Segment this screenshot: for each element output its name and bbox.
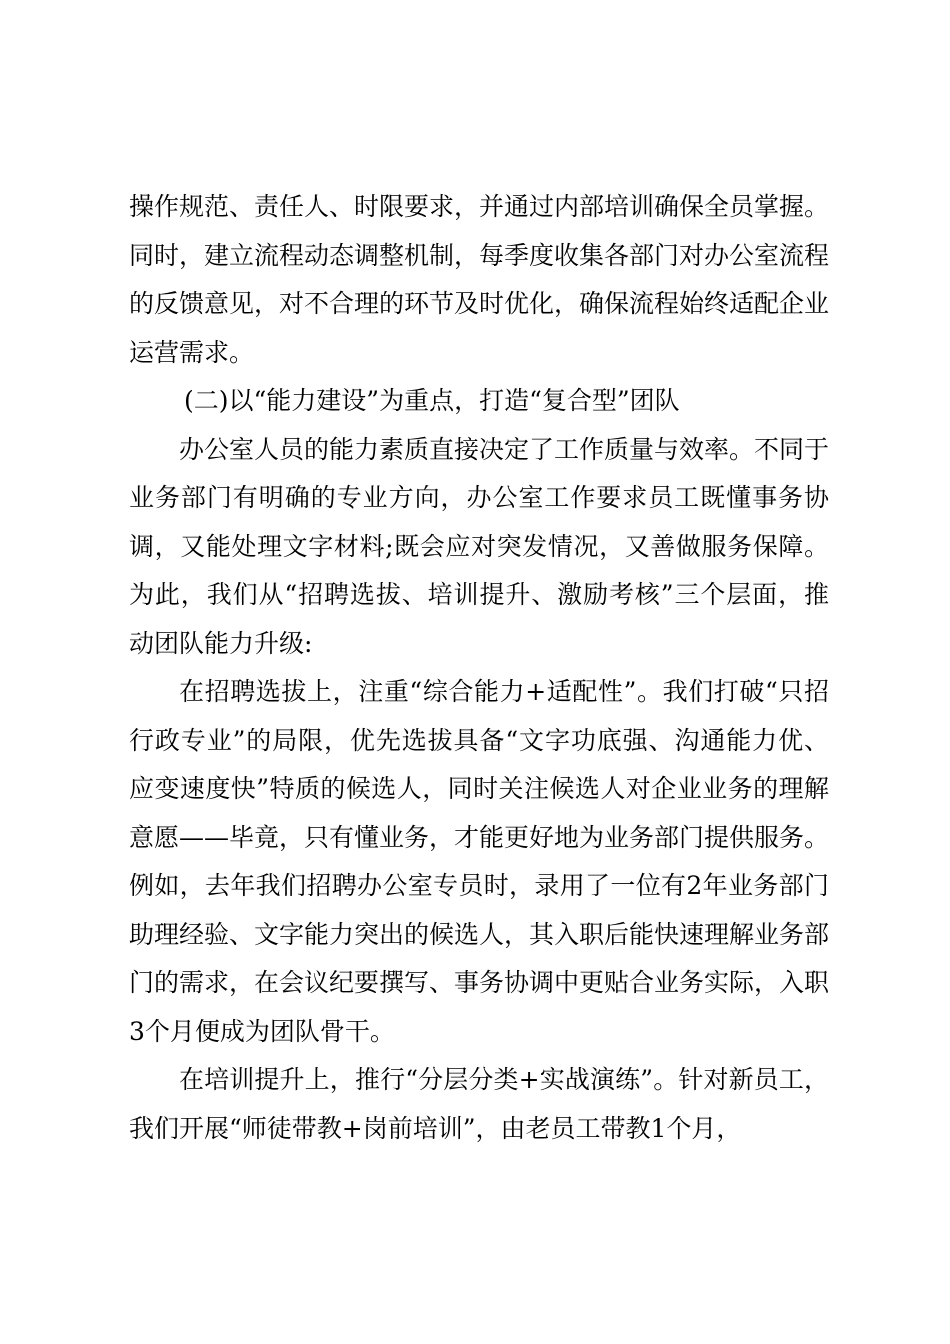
document-body bbox=[129, 183, 829, 1153]
paragraph-team-intro: 办公室人员的能力素质直接决定了工作质量与效率。不同于业务部门有明确的专业方向，办公室工作要求员工既懂事务协调，又能处理文字材料;既会应对突发情况，又善做服务保障。为此，我们从“招聘选拔、培训提升、激励考核”三个层面，推动团队能力升级: bbox=[129, 434, 830, 658]
section-heading-capability: (二)以“能力建设”为重点，打造“复合型”团队 bbox=[184, 386, 680, 415]
paragraph-recruitment: 在招聘选拔上，注重“综合能力+适配性”。我们打破“只招行政专业”的局限，优先选拔具备“文字功底强、沟通能力优、应变速度快”特质的候选人，同时关注候选人对企业业务的理解意愿——毕竟，只有懂业务，才能更好地为业务部门提供服务。例如，去年我们招聘办公室专员时，录用了一位有2年业务部门助理经验、文字能力突出的候选人，其入职后能快速理解业务部门的需求，在会议纪要撰写、事务协调中更贴合业务实际，入职3个月便成为团队骨干。 bbox=[129, 677, 830, 1046]
paragraph-training: 在培训提升上，推行“分层分类+实战演练”。针对新员工，我们开展“师徒带教+岗前培训”，由老员工带教1个月， bbox=[129, 1065, 829, 1143]
paragraph-process-continuation: 操作规范、责任人、时限要求，并通过内部培训确保全员掌握。同时，建立流程动态调整机制，每季度收集各部门对办公室流程的反馈意见，对不合理的环节及时优化，确保流程始终适配企业运营需求。 bbox=[129, 192, 830, 367]
